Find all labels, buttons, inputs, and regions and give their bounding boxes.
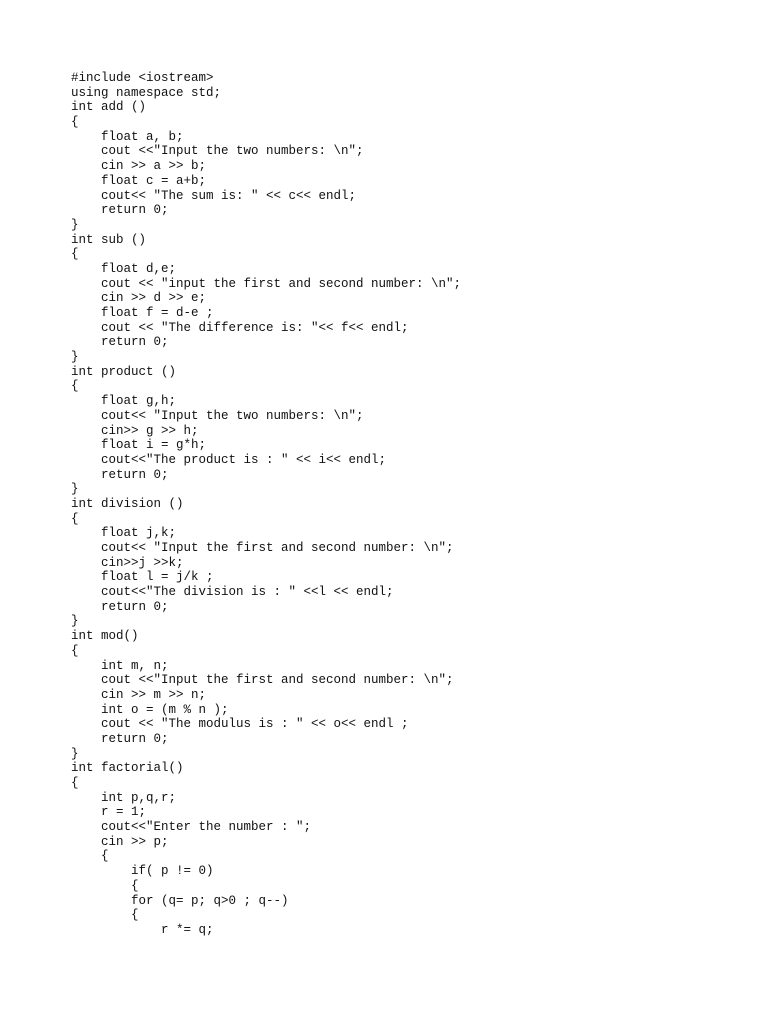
code-line: cin>>j >>k; <box>71 555 184 570</box>
code-line: cout<<"The product is : " << i<< endl; <box>71 452 387 467</box>
code-line: int division () <box>71 496 184 511</box>
code-line: for (q= p; q>0 ; q--) <box>71 893 289 908</box>
code-line: float f = d-e ; <box>71 306 214 320</box>
code-line: float l = j/k ; <box>71 570 214 585</box>
code-line: r = 1; <box>71 805 147 820</box>
code-line: cin >> d >> e; <box>71 291 207 306</box>
code-line: { <box>71 849 109 864</box>
code-line: float c = a+b; <box>71 173 207 188</box>
code-line: { <box>71 379 79 394</box>
code-line: int p,q,r; <box>71 790 177 805</box>
code-line: { <box>71 247 79 262</box>
code-line: float j,k; <box>71 526 177 541</box>
code-line: int o = (m % n ); <box>71 702 229 717</box>
code-line: } <box>71 217 79 232</box>
code-line: int mod() <box>71 629 139 644</box>
code-line: cin >> a >> b; <box>71 159 207 174</box>
code-line: { <box>71 908 139 923</box>
code-line: { <box>71 115 79 130</box>
code-line: cout <<"Input the two numbers: \n"; <box>71 144 364 159</box>
code-block <box>71 71 461 938</box>
code-line: #include <iostream> <box>71 71 214 85</box>
code-line: int sub () <box>71 232 147 247</box>
code-line: cout <<"Input the first and second number: \n"; <box>71 673 454 688</box>
code-line: } <box>71 482 79 497</box>
code-line: { <box>71 776 79 790</box>
code-line: cin>> g >> h; <box>71 423 199 438</box>
code-line: cout << "The difference is: "<< f<< endl; <box>71 320 409 335</box>
code-line: cin >> p; <box>71 834 169 849</box>
code-line: } <box>71 614 79 629</box>
code-line: } <box>71 350 79 365</box>
code-line: float i = g*h; <box>71 438 207 453</box>
code-line: int factorial() <box>71 761 184 776</box>
code-line: float d,e; <box>71 261 177 276</box>
code-line: cout<< "Input the first and second number: \n"; <box>71 541 454 555</box>
code-line: return 0; <box>71 335 169 350</box>
code-line: { <box>71 878 139 893</box>
code-line: cout<< "The sum is: " << c<< endl; <box>71 188 357 203</box>
code-line: return 0; <box>71 203 169 218</box>
code-line: { <box>71 643 79 658</box>
code-line: if( p != 0) <box>71 864 214 879</box>
code-line: float a, b; <box>71 129 184 144</box>
code-line: float g,h; <box>71 394 177 409</box>
code-line: cout<<"The division is : " <<l << endl; <box>71 585 394 600</box>
code-line: return 0; <box>71 599 169 614</box>
code-line: } <box>71 746 79 761</box>
code-line: return 0; <box>71 731 169 746</box>
code-line: cout<<"Enter the number : "; <box>71 820 312 835</box>
code-line: int m, n; <box>71 658 169 673</box>
code-line: int product () <box>71 364 177 379</box>
code-line: return 0; <box>71 467 169 482</box>
code-line: { <box>71 511 79 526</box>
code-line: r *= q; <box>71 922 214 937</box>
code-line: cout << "The modulus is : " << o<< endl ; <box>71 717 409 732</box>
code-line: using namespace std; <box>71 85 222 100</box>
code-line: cout<< "Input the two numbers: \n"; <box>71 408 364 423</box>
code-line: cin >> m >> n; <box>71 687 207 702</box>
code-line: int add () <box>71 100 147 115</box>
code-line: cout << "input the first and second number: \n"; <box>71 276 462 291</box>
